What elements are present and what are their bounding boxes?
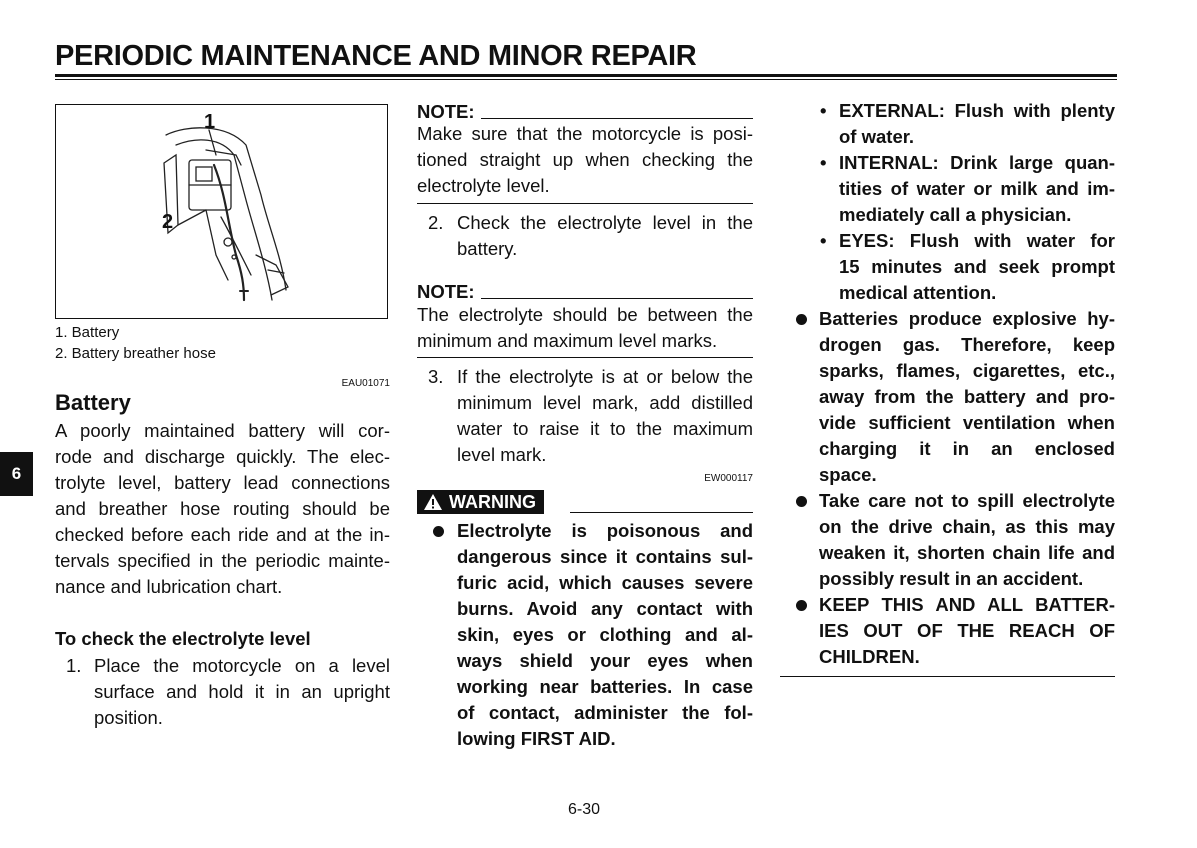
warning-explosive-gas bbox=[819, 306, 1115, 488]
warning-line: vide sufficient ventilation when bbox=[819, 412, 1115, 433]
warning-children bbox=[819, 592, 1115, 670]
battery-illustration bbox=[56, 105, 387, 318]
warning-line: weaken it, shorten chain life and bbox=[819, 542, 1115, 563]
step-line: water to raise it to the maximum bbox=[457, 418, 753, 439]
first-aid-external bbox=[839, 98, 1115, 150]
warning-line: KEEP THIS AND ALL BATTER- bbox=[819, 594, 1115, 615]
first-aid-line: 15 minutes and seek prompt bbox=[839, 256, 1115, 277]
paragraph-line: trolyte level, battery lead connections bbox=[55, 472, 390, 493]
first-aid-line: medical attention. bbox=[839, 282, 997, 303]
warning-triangle-icon bbox=[423, 493, 443, 511]
first-aid-line: INTERNAL: Drink large quan- bbox=[839, 152, 1115, 173]
note-line: The electrolyte should be between the bbox=[417, 304, 753, 325]
figure-caption-1: 1. Battery bbox=[55, 324, 120, 341]
warning-end-rule bbox=[780, 676, 1115, 677]
step-line: If the electrolyte is at or below the bbox=[457, 366, 753, 387]
warning-line: CHILDREN. bbox=[819, 646, 920, 667]
step-line: Place the motorcycle on a level bbox=[94, 655, 390, 676]
warning-line: Electrolyte is poisonous and bbox=[457, 520, 753, 541]
warning-line: dangerous since it contains sul- bbox=[457, 546, 753, 567]
warning-line: of contact, administer the fol- bbox=[457, 702, 753, 723]
first-aid-internal bbox=[839, 150, 1115, 228]
step-line: level mark. bbox=[457, 444, 547, 465]
warning-line: Take care not to spill electrolyte bbox=[819, 490, 1115, 511]
warning-line: lowing FIRST AID. bbox=[457, 728, 616, 749]
warning-line: furic acid, which causes severe bbox=[457, 572, 753, 593]
section-code: EAU01071 bbox=[341, 378, 390, 389]
step-line: Check the electrolyte level in the bbox=[457, 212, 753, 233]
warning-drive-chain bbox=[819, 488, 1115, 592]
warning-line: burns. Avoid any contact with bbox=[457, 598, 753, 619]
first-aid-bullet: • bbox=[820, 230, 827, 251]
step-line: battery. bbox=[457, 238, 518, 259]
bullet bbox=[796, 314, 807, 325]
first-aid-line: EXTERNAL: Flush with plenty bbox=[839, 100, 1115, 121]
note-line: minimum and maximum level marks. bbox=[417, 330, 718, 351]
battery-figure bbox=[55, 104, 388, 319]
paragraph-line: rode and discharge quickly. The elec- bbox=[55, 446, 390, 467]
step-line: position. bbox=[94, 707, 163, 728]
subheading-electrolyte: To check the electrolyte level bbox=[55, 628, 311, 649]
first-aid-line: EYES: Flush with water for bbox=[839, 230, 1115, 251]
step-1-number: 1. bbox=[66, 655, 82, 676]
bullet bbox=[796, 496, 807, 507]
paragraph-line: A poorly maintained battery will cor- bbox=[55, 420, 390, 441]
step-line: surface and hold it in an upright bbox=[94, 681, 390, 702]
header-rule-thin bbox=[55, 79, 1117, 80]
warning-line: IES OUT OF THE REACH OF bbox=[819, 620, 1115, 641]
chapter-tab: 6 bbox=[0, 452, 33, 496]
callout-2: 2 bbox=[162, 211, 174, 233]
warning-line: charging it in an enclosed bbox=[819, 438, 1115, 459]
step-1 bbox=[94, 653, 390, 731]
note-line: Make sure that the motorcycle is posi- bbox=[417, 123, 753, 144]
callout-1: 1 bbox=[204, 111, 216, 133]
warning-line: on the drive chain, as this may bbox=[819, 516, 1115, 537]
note-label-1: NOTE: bbox=[417, 101, 475, 122]
note-end-rule bbox=[417, 203, 753, 204]
figure-caption-2: 2. Battery breather hose bbox=[55, 345, 216, 362]
battery-paragraph bbox=[55, 418, 390, 600]
first-aid-line: of water. bbox=[839, 126, 915, 147]
warning-badge bbox=[417, 490, 544, 514]
warning-line: space. bbox=[819, 464, 877, 485]
warning-text bbox=[457, 518, 753, 752]
step-3-number: 3. bbox=[428, 366, 444, 387]
first-aid-bullet: • bbox=[820, 152, 827, 173]
header-rule bbox=[55, 74, 1117, 77]
section-heading: Battery bbox=[55, 390, 131, 415]
step-line: minimum level mark, add distilled bbox=[457, 392, 753, 413]
note-label-2: NOTE: bbox=[417, 281, 475, 302]
warning-code: EW000117 bbox=[704, 473, 753, 484]
note-end-rule bbox=[417, 357, 753, 358]
first-aid-bullet: • bbox=[820, 100, 827, 121]
warning-line: away from the battery and pro- bbox=[819, 386, 1115, 407]
first-aid-line: tities of water or milk and im- bbox=[839, 178, 1115, 199]
warning-line: possibly result in an accident. bbox=[819, 568, 1084, 589]
warning-line: ways shield your eyes when bbox=[457, 650, 753, 671]
warning-line: working near batteries. In case bbox=[457, 676, 753, 697]
warning-line: sparks, flames, cigarettes, etc., bbox=[819, 360, 1115, 381]
paragraph-line: tervals specified in the periodic mainte- bbox=[55, 550, 390, 571]
paragraph-line: and breather hose routing should be bbox=[55, 498, 390, 519]
note-line: electrolyte level. bbox=[417, 175, 550, 196]
step-2 bbox=[457, 210, 753, 262]
warning-line: Batteries produce explosive hy- bbox=[819, 308, 1115, 329]
step-2-number: 2. bbox=[428, 212, 444, 233]
step-3 bbox=[457, 364, 753, 468]
paragraph-line: checked before each ride and at the in- bbox=[55, 524, 390, 545]
warning-line: drogen gas. Therefore, keep bbox=[819, 334, 1115, 355]
note-2-text bbox=[417, 302, 753, 354]
note-line: tioned straight up when checking the bbox=[417, 149, 753, 170]
note-rule bbox=[481, 298, 753, 299]
note-1-text bbox=[417, 121, 753, 199]
warning-rule bbox=[570, 512, 753, 513]
warning-line: skin, eyes or clothing and al- bbox=[457, 624, 753, 645]
page-number: 6-30 bbox=[568, 801, 601, 818]
note-rule bbox=[481, 118, 753, 119]
bullet bbox=[433, 526, 444, 537]
warning-label: WARNING bbox=[449, 491, 536, 512]
first-aid-line: mediately call a physician. bbox=[839, 204, 1072, 225]
page-title: PERIODIC MAINTENANCE AND MINOR REPAIR bbox=[55, 40, 697, 72]
first-aid-eyes bbox=[839, 228, 1115, 306]
bullet bbox=[796, 600, 807, 611]
paragraph-line: nance and lubrication chart. bbox=[55, 576, 283, 597]
